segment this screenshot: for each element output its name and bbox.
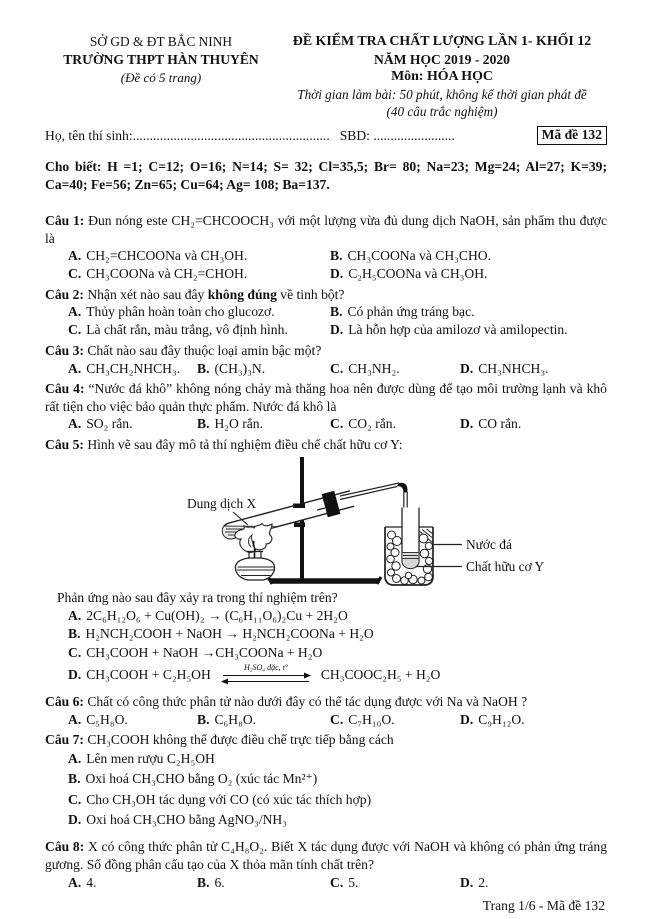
options (45, 749, 607, 831)
exam-title: ĐỀ KIỂM TRA CHẤT LƯỢNG LẦN 1- KHỐI 12 (292, 34, 592, 49)
options (45, 415, 607, 433)
option-d: D. CH₃NHCH₃. (460, 360, 549, 376)
options (45, 874, 607, 892)
option-c: C. CH₃COOH + NaOH →CH₃COONa + H₂O (68, 644, 323, 660)
option-b: B. C₆H₈O. (197, 711, 257, 727)
header (45, 33, 607, 121)
question-count-note: (40 câu trắc nghiệm) (386, 104, 498, 120)
option-c: C. Là chất rắn, màu trắng, vô định hình. (68, 322, 288, 338)
question-label: Câu 1: (45, 213, 85, 229)
question-1 (45, 212, 607, 283)
student-name-field: Họ, tên thí sinh:.......................................................... (45, 127, 330, 143)
question-label: Câu 2: (45, 286, 84, 302)
question-3: Câu 3: Chất nào sau đây thuộc loại amin bậc một? A. CH₃CH₂NHCH₃. B. (CH₃)₃N. C. CH₃NH₂. D. CH₃NHCH₃. (45, 342, 607, 378)
option-b: B. Oxi hoá CH₃CHO bằng O₂ (xúc tác Mn²⁺) (68, 771, 318, 787)
question-label: Câu 8: (45, 839, 85, 855)
option-a: A. Lên men rượu C₂H₅OH (68, 750, 215, 766)
equilibrium-arrow (218, 663, 314, 687)
label-ice: Nước đá (466, 537, 512, 553)
question-5-followup: Phản ứng nào sau đây xảy ra trong thí nghiệm trên? (57, 590, 338, 606)
options (45, 247, 607, 283)
clamp-jaw-bottom (294, 523, 305, 528)
option-b: B. H₂O rắn. (197, 416, 263, 432)
time-note: Thời gian làm bài: 50 phút, không kể thời gian phát đề (297, 86, 587, 102)
student-line (45, 126, 607, 145)
question-8: Câu 8: X có công thức phân tử C₄H₈O₂. Biết X tác dụng được với NaOH và không có phản ứng tráng gương. Số đồng phân cấu tạo của X thỏa mãn tính chất trên? A. 4. B. 6. C. 5. D. 2. (45, 839, 607, 890)
question-6: Câu 6: Chất có công thức phân tử nào dưới đây có thể tác dụng được với Na và NaOH ? A. C₅H₈O. B. C₆H₈O. C. C₇H₁₀O. D. C₉H₁₂O. (45, 693, 607, 729)
org-school: TRƯỜNG THPT HÀN THUYÊN (63, 51, 259, 67)
question-4: Câu 4: “Nước đá khô” không nóng chảy mà thăng hoa nên được dùng để tạo môi trường lạnh và khô rất tiện cho việc bảo quản thực phẩm. Nước đá khô là A. SO₂ rắn. B. H₂O rắn. C. CO₂ rắn. D. CO rắn. (45, 381, 607, 432)
school-year: NĂM HỌC 2019 - 2020 (374, 51, 510, 67)
option-d: D. CH₃COOH + C₂H₅OH H₂SO₄ đặc, t° CH₃COOC₂H₅ + H₂O (68, 662, 607, 688)
question-label: Câu 3: (45, 342, 84, 358)
svg-text:H₂SO₄ đặc, t°: H₂SO₄ đặc, t° (243, 663, 288, 673)
subject: Môn: HÓA HỌC (391, 69, 493, 85)
option-a: A. 4. (68, 874, 97, 890)
option-b: B. H₂NCH₂COOH + NaOH → H₂NCH₂COONa + H₂O (68, 626, 374, 642)
option-b: B. 6. (197, 874, 225, 890)
header-title (277, 33, 607, 121)
option-c: C. CH₃NH₂. (330, 360, 400, 376)
option-a: A. CH₂=CHCOONa và CH₃OH. (68, 248, 248, 264)
options (45, 607, 607, 688)
question-label: Câu 7: (45, 732, 84, 748)
options (45, 711, 607, 729)
org-department: SỞ GD & ĐT BẮC NINH (89, 34, 233, 49)
option-c: C. CO₂ rắn. (330, 416, 396, 432)
experiment-diagram (180, 453, 570, 589)
option-d: D. Oxi hoá CH₃CHO bằng AgNO₃/NH₃ (68, 812, 287, 828)
atomic-masses-note: Cho biết: H =1; C=12; O=16; N=14; S= 32; Cl=35,5; Br= 80; Na=23; Mg=24; Al=27; K=39; Ca=40; Fe=56; Zn=65; Cu=64; Ag= 108; Ba=137. (45, 158, 607, 192)
option-a: A. SO₂ rắn. (68, 416, 133, 432)
question-label: Câu 4: (45, 381, 85, 397)
option-c: C. 5. (330, 874, 359, 890)
option-a: A. Thủy phân hoàn toàn cho glucozơ. (68, 304, 275, 320)
option-a: A. C₅H₈O. (68, 711, 128, 727)
question-label: Câu 5: (45, 436, 84, 452)
option-c: C. Cho CH₃OH tác dụng với CO (có xúc tác thích hợp) (68, 791, 372, 807)
header-org (45, 33, 277, 121)
option-b: B. Có phản ứng tráng bạc. (330, 304, 475, 320)
option-d: D. C₉H₁₂O. (460, 711, 525, 727)
org-page-note: (Đề có 5 trang) (120, 70, 202, 86)
label-solution-x: Dung dịch X (187, 496, 257, 512)
option-c: C. CH₃COONa và CH₂=CHOH. (68, 266, 248, 282)
option-a: A. 2C₆H₁₂O₆ + Cu(OH)₂ → (C₆H₁₁O₆)₂Cu + 2H₂O (68, 607, 348, 623)
option-d: D. 2. (460, 874, 489, 890)
question-list (45, 212, 607, 891)
question-5: Câu 5: Hình vẽ sau đây mô tả thí nghiệm điều chế chất hữu cơ Y: Dung dịch X Nước đá Chất hữu cơ Y Phản ứng nào sau đây xảy ra trong thí nghiệm trên? A. 2C₆H₁₂O₆ + Cu(OH)₂ → (C₆H₁₁O₆)₂Cu + 2H₂O B. H₂NCH₂COOH + NaOH → H₂NCH₂COONa + H₂O C. CH₃COOH + NaOH →CH₃COONa + H₂O D. CH₃COOH + C₂H₅OH H₂SO₄ đặc, t° CH₃COOC₂H₅ + H₂O (45, 436, 607, 688)
question-label: Câu 6: (45, 694, 84, 710)
sbd-field: SBD: ........................ (339, 127, 455, 143)
option-d: D. C₂H₅COONa và CH₃OH. (330, 266, 488, 282)
exam-code-badge: Mã đề 132 (537, 126, 607, 145)
option-b: B. (CH₃)₃N. (197, 360, 266, 376)
option-a: A. CH₃CH₂NHCH₃. (68, 360, 181, 376)
option-d: D. CO rắn. (460, 416, 522, 432)
question-2: Câu 2: Nhận xét nào sau đây không đúng về tinh bột? A. Thủy phân hoàn toàn cho glucozơ. B. Có phản ứng tráng bạc. C. Là chất rắn, màu trắng, vô định hình. D. Là hỗn hợp của amilozơ và amilopectin. (45, 286, 607, 340)
option-c: C. C₇H₁₀O. (330, 711, 395, 727)
option-b: B. CH₃COONa và CH₃CHO. (330, 248, 491, 264)
label-product-y: Chất hữu cơ Y (466, 559, 545, 575)
question-text: Đun nóng este CH₂=CHCOOCH₃ với một lượng vừa đủ dung dịch NaOH, sản phẩm thu được là (45, 213, 607, 246)
options (45, 303, 607, 339)
emphasized-text: không đúng (207, 286, 277, 302)
option-d: D. Là hỗn hợp của amilozơ và amilopectin. (330, 322, 568, 338)
page-footer: Trang 1/6 - Mã đề 132 (482, 897, 605, 913)
clamp-jaw-top (293, 504, 305, 509)
question-7: Câu 7: CH₃COOH không thể được điều chế trực tiếp bằng cách A. Lên men rượu C₂H₅OH B. Oxi hoá CH₃CHO bằng O₂ (xúc tác Mn²⁺) C. Cho CH₃OH tác dụng với CO (có xúc tác thích hợp) D. Oxi hoá CH₃CHO bằng AgNO₃/NH₃ (45, 731, 607, 830)
options (45, 360, 607, 378)
